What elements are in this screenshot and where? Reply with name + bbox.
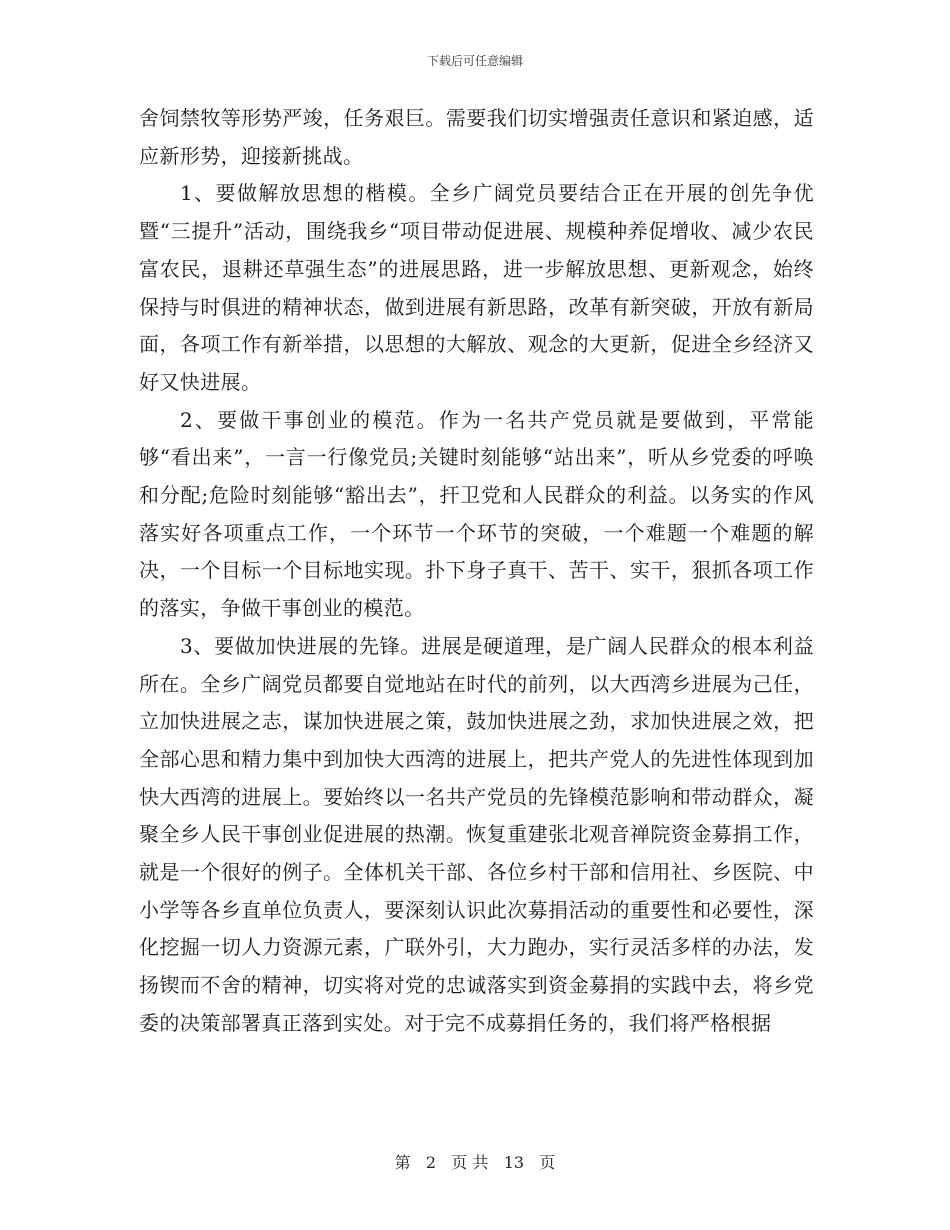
document-body	[139, 100, 814, 1043]
page-header-note: 下载后可任意编辑	[426, 54, 523, 68]
paragraph-continuation: 舍饲禁牧等形势严竣，任务艰巨。需要我们切实增强责任意识和紧迫感，适应新形势，迎接新挑战。	[139, 106, 814, 168]
page-middle: 页 共	[451, 1153, 489, 1172]
paragraph-point-1: 1、要做解放思想的楷模。全乡广阔党员要结合正在开展的创先争优暨“三提升”活动，围绕我乡“项目带动促进展、规模种养促增收、减少农民富农民，退耕还草强生态”的进展思路，进一步解放思想、更新观念，始终保持与时俱进的精神状态，做到进展有新思路，改革有新突破，开放有新局面，各项工作有新举措，以思想的大解放、观念的大更新，促进全乡经济又好又快进展。	[139, 181, 814, 394]
page-suffix: 页	[539, 1153, 556, 1172]
page-total: 13	[503, 1153, 525, 1172]
paragraph-point-3: 3、要做加快进展的先锋。进展是硬道理，是广阔人民群众的根本利益所在。全乡广阔党员都要自觉地站在时代的前列，以大西湾乡进展为己任，立加快进展之志，谋加快进展之策，鼓加快进展之劲，求加快进展之效，把全部心思和精力集中到加快大西湾的进展上，把共产党人的先进性体现到加快大西湾的进展上。要始终以一名共产党员的先锋模范影响和带动群众，凝聚全乡人民干事创业促进展的热潮。恢复重建张北观音禅院资金募捐工作，就是一个很好的例子。全体机关干部、各位乡村干部和信用社、乡医院、中小学等各乡直单位负责人，要深刻认识此次募捐活动的重要性和必要性，深化挖掘一切人力资源元素，广联外引，大力跑办，实行灵活多样的办法，发扬锲而不舍的精神，切实将对党的忠诚落实到资金募捐的实践中去，将乡党委的决策部署真正落到实处。对于完不成募捐任务的，我们将严格根据	[139, 633, 814, 1035]
page-current: 2	[425, 1153, 437, 1172]
page-prefix: 第	[394, 1153, 411, 1172]
paragraph-point-2: 2、要做干事创业的模范。作为一名共产党员就是要做到，平常能够“看出来”，一言一行像党员;关键时刻能够“站出来”，听从乡党委的呼唤和分配;危险时刻能够“豁出去”，扞卫党和人民群众的利益。以务实的作风落实好各项重点工作，一个环节一个环节的突破，一个难题一个难题的解决，一个目标一个目标地实现。扑下身子真干、苦干、实干，狠抓各项工作的落实，争做干事创业的模范。	[139, 407, 814, 621]
page-number-footer	[0, 1150, 950, 1173]
